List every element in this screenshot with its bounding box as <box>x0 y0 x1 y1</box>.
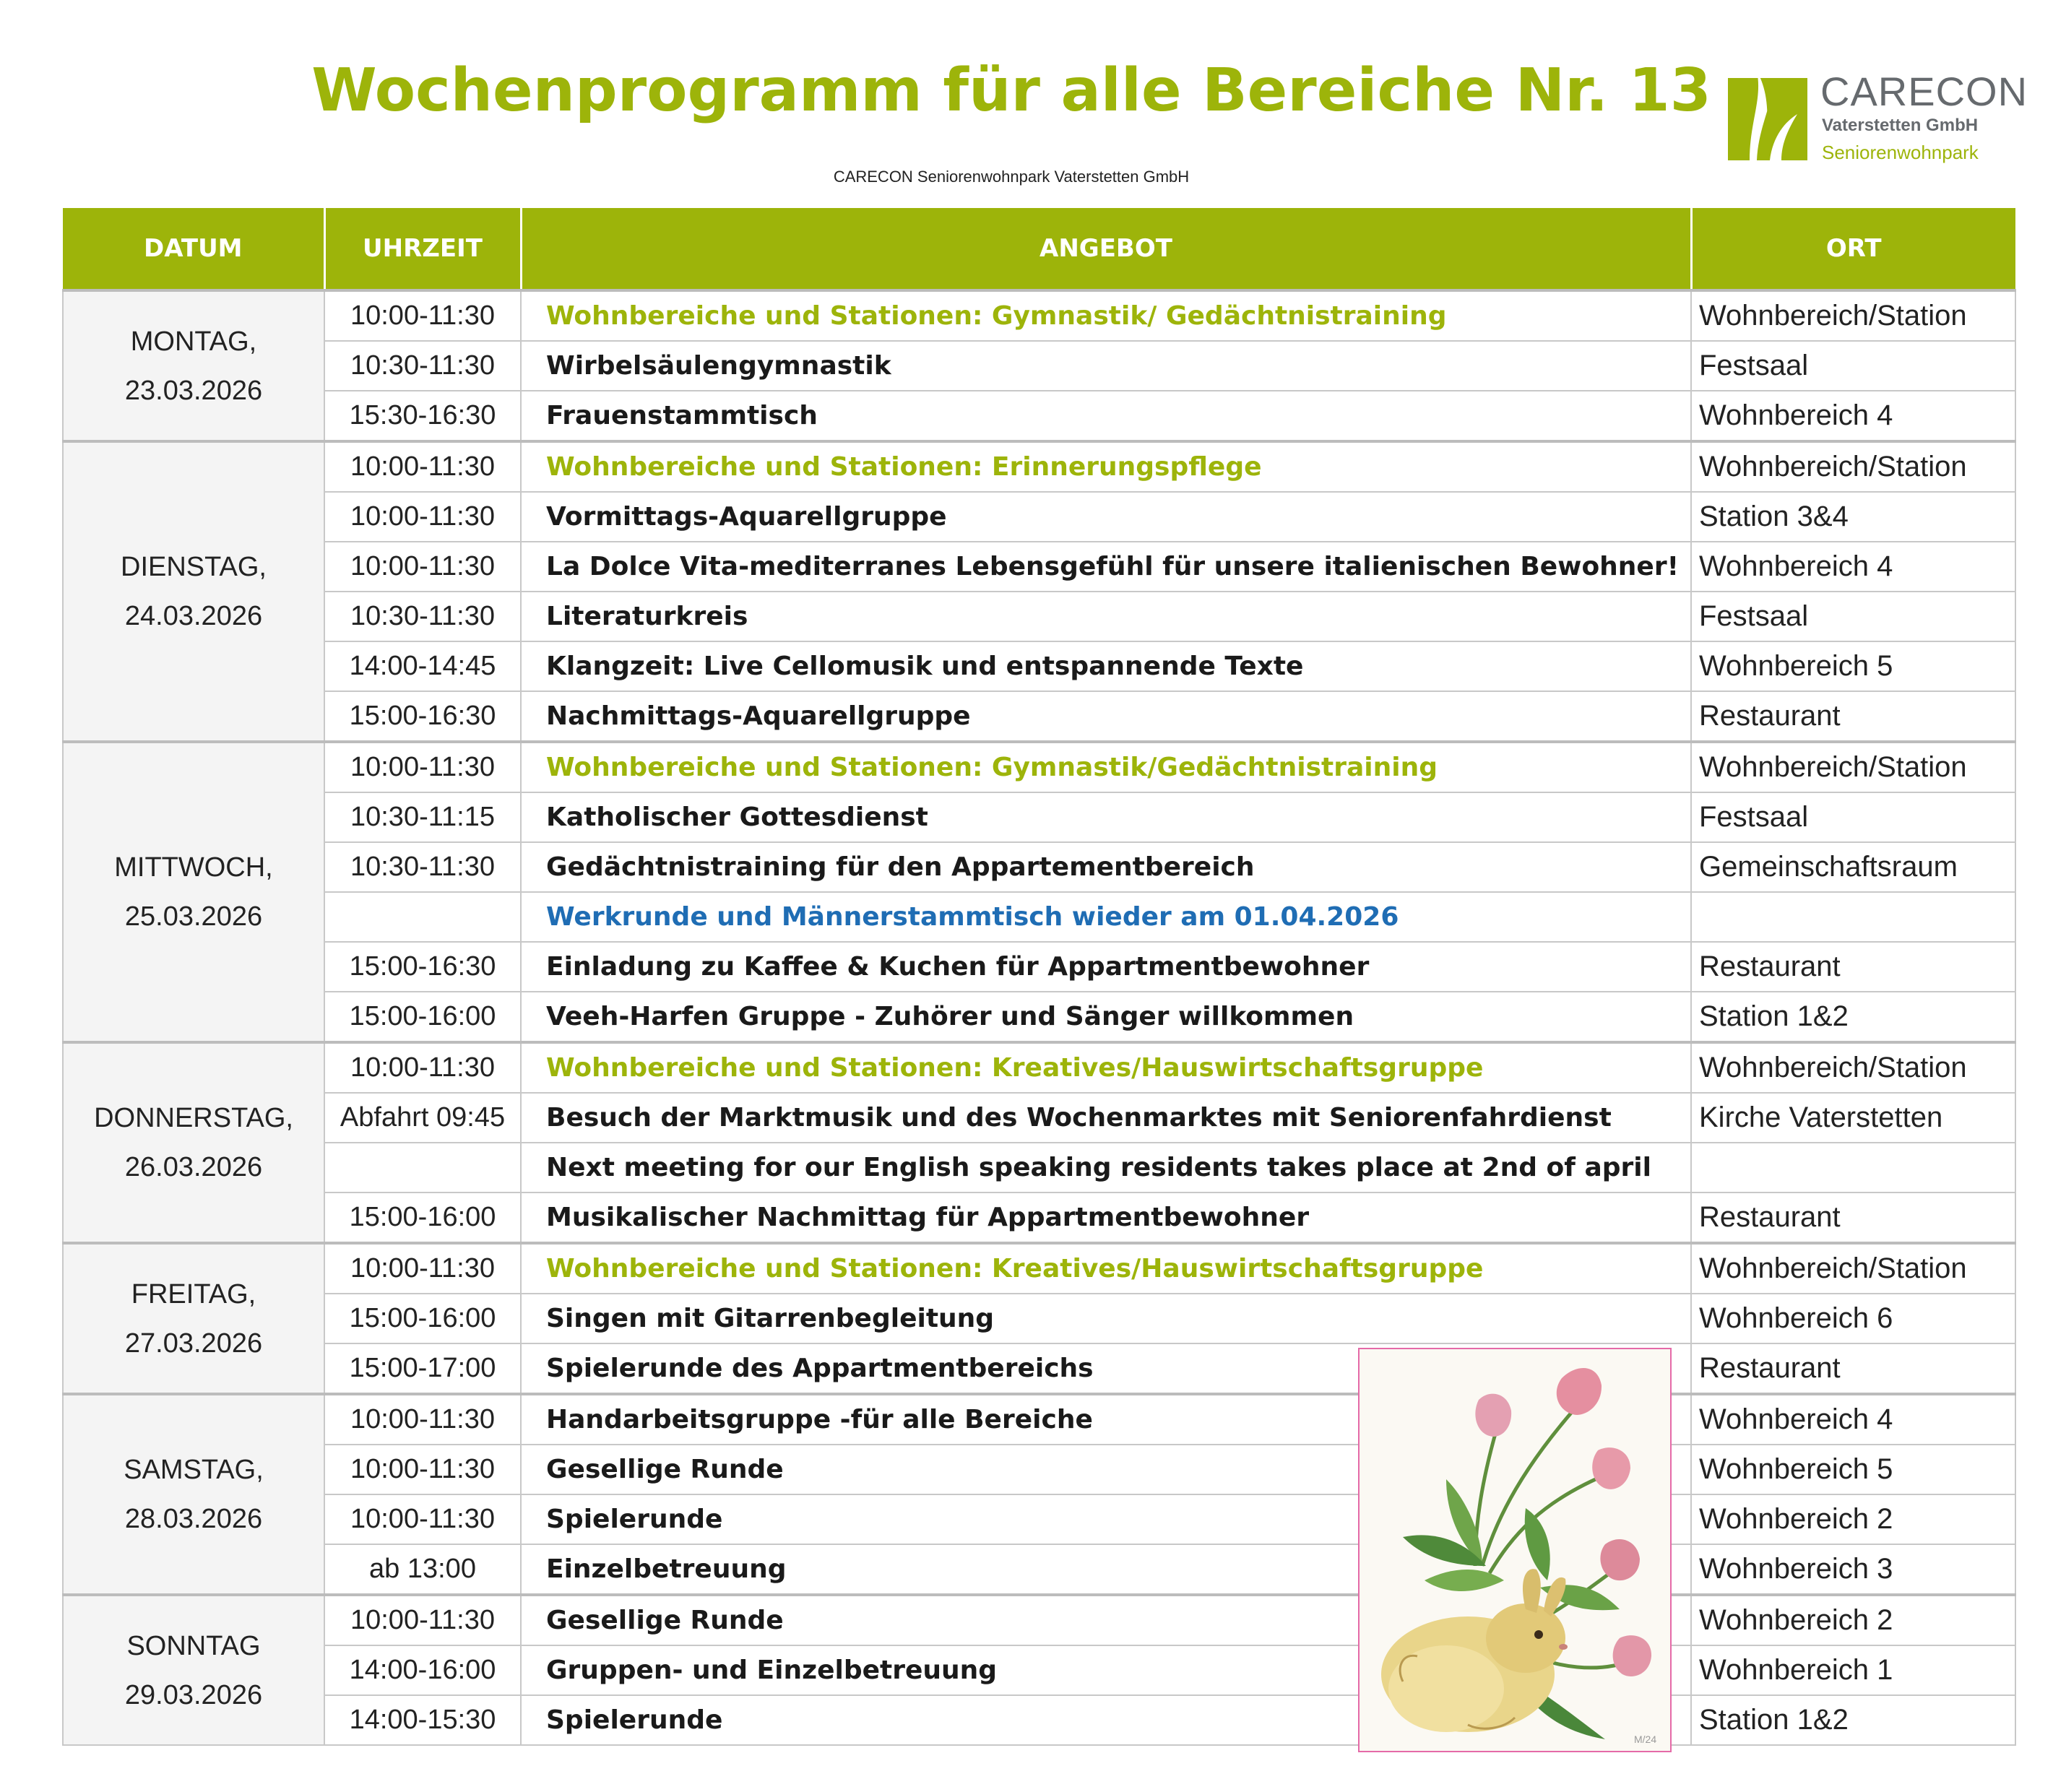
place-cell: Station 1&2 <box>1691 1695 2015 1745</box>
place-cell: Wohnbereich/Station <box>1691 441 2015 492</box>
offer-cell: La Dolce Vita-mediterranes Lebensgefühl für unsere italienischen Bewohner! <box>521 542 1691 592</box>
table-row <box>63 391 2015 441</box>
table-row <box>63 592 2015 641</box>
place-cell: Wohnbereich 2 <box>1691 1494 2015 1544</box>
table-row <box>63 992 2015 1042</box>
place-cell: Wohnbereich 4 <box>1691 542 2015 592</box>
place-cell <box>1691 1143 2015 1192</box>
time-cell: 15:00-16:30 <box>324 691 521 742</box>
date-label: 24.03.2026 <box>124 601 263 631</box>
place-cell: Wohnbereich 4 <box>1691 391 2015 441</box>
weekday-label: DIENSTAG, <box>121 552 267 582</box>
time-cell: ab 13:00 <box>324 1544 521 1595</box>
time-cell: 14:00-14:45 <box>324 641 521 691</box>
time-cell: 10:00-11:30 <box>324 1394 521 1445</box>
logo-name: CARECON <box>1820 69 2028 114</box>
place-cell: Station 1&2 <box>1691 992 2015 1042</box>
place-cell: Wohnbereich 6 <box>1691 1294 2015 1343</box>
time-cell: Abfahrt 09:45 <box>324 1093 521 1143</box>
date-cell <box>63 290 324 441</box>
date-cell <box>63 441 324 742</box>
date-label: 25.03.2026 <box>124 901 263 932</box>
offer-cell: Wohnbereiche und Stationen: Erinnerungspflege <box>521 441 1691 492</box>
time-cell: 14:00-15:30 <box>324 1695 521 1745</box>
offer-cell: Katholischer Gottesdienst <box>521 792 1691 842</box>
logo-subtitle-park: Seniorenwohnpark <box>1822 142 1979 163</box>
offer-cell: Wohnbereiche und Stationen: Kreatives/Hauswirtschaftsgruppe <box>521 1243 1691 1294</box>
place-cell: Wohnbereich/Station <box>1691 742 2015 792</box>
program-body <box>63 290 2015 1745</box>
place-cell <box>1691 892 2015 942</box>
offer-cell: Gruppen- und Einzelbetreuung <box>521 1645 1691 1695</box>
table-row <box>63 742 2015 792</box>
time-cell: 10:00-11:30 <box>324 441 521 492</box>
table-row <box>63 1093 2015 1143</box>
offer-cell: Next meeting for our English speaking residents takes place at 2nd of april <box>521 1143 1691 1192</box>
date-label: 23.03.2026 <box>124 375 263 406</box>
table-row <box>63 691 2015 742</box>
table-row <box>63 1243 2015 1294</box>
header-uhrzeit: UHRZEIT <box>324 208 521 290</box>
place-cell: Festsaal <box>1691 592 2015 641</box>
offer-cell: Spielerunde <box>521 1695 1691 1745</box>
table-row <box>63 492 2015 542</box>
table-row <box>63 1544 2015 1595</box>
table-row <box>63 1595 2015 1645</box>
time-cell: 10:00-11:30 <box>324 1042 521 1093</box>
table-row <box>63 1445 2015 1494</box>
time-cell <box>324 892 521 942</box>
weekday-label: DONNERSTAG, <box>94 1103 293 1133</box>
offer-cell: Frauenstammtisch <box>521 391 1691 441</box>
table-row <box>63 641 2015 691</box>
offer-cell: Spielerunde des Appartmentbereichs <box>521 1343 1691 1394</box>
date-label: 27.03.2026 <box>124 1328 263 1359</box>
offer-cell: Handarbeitsgruppe -für alle Bereiche <box>521 1394 1691 1445</box>
table-row <box>63 341 2015 391</box>
date-cell <box>63 1394 324 1595</box>
place-cell: Festsaal <box>1691 792 2015 842</box>
time-cell: 10:00-11:30 <box>324 1243 521 1294</box>
time-cell <box>324 1143 521 1192</box>
offer-cell: Veeh-Harfen Gruppe - Zuhörer und Sänger willkommen <box>521 992 1691 1042</box>
date-cell <box>63 742 324 1042</box>
offer-cell: Singen mit Gitarrenbegleitung <box>521 1294 1691 1343</box>
time-cell: 10:30-11:30 <box>324 592 521 641</box>
offer-cell: Besuch der Marktmusik und des Wochenmarktes mit Seniorenfahrdienst <box>521 1093 1691 1143</box>
table-row <box>63 1394 2015 1445</box>
page-title: Wochenprogramm für alle Bereiche Nr. 13 <box>311 56 1711 125</box>
time-cell: 10:00-11:30 <box>324 290 521 341</box>
offer-cell: Gesellige Runde <box>521 1445 1691 1494</box>
offer-cell: Literaturkreis <box>521 592 1691 641</box>
table-row <box>63 542 2015 592</box>
offer-cell: Wirbelsäulengymnastik <box>521 341 1691 391</box>
time-cell: 15:00-16:30 <box>324 942 521 992</box>
carecon-logo <box>1728 43 2028 166</box>
table-row <box>63 290 2015 341</box>
weekday-label: MITTWOCH, <box>114 852 273 883</box>
place-cell: Wohnbereich 4 <box>1691 1394 2015 1445</box>
offer-cell: Musikalischer Nachmittag für Appartmentbewohner <box>521 1192 1691 1243</box>
weekday-label: SONNTAG <box>126 1630 261 1661</box>
offer-cell: Spielerunde <box>521 1494 1691 1544</box>
page-subtitle: CARECON Seniorenwohnpark Vaterstetten GmbH <box>833 168 1190 186</box>
place-cell: Wohnbereich/Station <box>1691 1243 2015 1294</box>
date-cell <box>63 1243 324 1394</box>
logo-subtitle-company: Vaterstetten GmbH <box>1822 116 1979 135</box>
table-row <box>63 1343 2015 1394</box>
header-ort: ORT <box>1691 208 2015 290</box>
offer-cell: Gedächtnistraining für den Appartementbereich <box>521 842 1691 892</box>
time-cell: 10:00-11:30 <box>324 1494 521 1544</box>
place-cell: Gemeinschaftsraum <box>1691 842 2015 892</box>
place-cell: Restaurant <box>1691 1192 2015 1243</box>
time-cell: 15:00-17:00 <box>324 1343 521 1394</box>
offer-cell: Werkrunde und Männerstammtisch wieder am 01.04.2026 <box>521 892 1691 942</box>
offer-cell: Einladung zu Kaffee & Kuchen für Appartmentbewohner <box>521 942 1691 992</box>
table-row <box>63 1645 2015 1695</box>
offer-cell: Klangzeit: Live Cellomusik und entspannende Texte <box>521 641 1691 691</box>
header-datum: DATUM <box>63 208 324 290</box>
place-cell: Festsaal <box>1691 341 2015 391</box>
place-cell: Restaurant <box>1691 691 2015 742</box>
date-label: 29.03.2026 <box>124 1679 263 1710</box>
table-header-row <box>63 208 2015 290</box>
time-cell: 15:00-16:00 <box>324 992 521 1042</box>
table-row <box>63 1192 2015 1243</box>
time-cell: 10:00-11:30 <box>324 1595 521 1645</box>
place-cell: Wohnbereich 1 <box>1691 1645 2015 1695</box>
place-cell: Wohnbereich/Station <box>1691 1042 2015 1093</box>
table-row <box>63 1494 2015 1544</box>
date-label: 26.03.2026 <box>124 1152 263 1182</box>
table-row <box>63 942 2015 992</box>
time-cell: 15:00-16:00 <box>324 1192 521 1243</box>
place-cell: Restaurant <box>1691 942 2015 992</box>
offer-cell: Wohnbereiche und Stationen: Gymnastik/Gedächtnistraining <box>521 742 1691 792</box>
table-row <box>63 892 2015 942</box>
place-cell: Wohnbereich 3 <box>1691 1544 2015 1595</box>
time-cell: 10:00-11:30 <box>324 742 521 792</box>
offer-cell: Gesellige Runde <box>521 1595 1691 1645</box>
time-cell: 10:00-11:30 <box>324 492 521 542</box>
offer-cell: Vormittags-Aquarellgruppe <box>521 492 1691 542</box>
time-cell: 10:30-11:30 <box>324 341 521 391</box>
place-cell: Wohnbereich/Station <box>1691 290 2015 341</box>
easter-bunny-painting <box>1358 1348 1672 1752</box>
place-cell: Restaurant <box>1691 1343 2015 1394</box>
header-angebot: ANGEBOT <box>521 208 1691 290</box>
time-cell: 10:00-11:30 <box>324 542 521 592</box>
time-cell: 15:00-16:00 <box>324 1294 521 1343</box>
place-cell: Wohnbereich 5 <box>1691 641 2015 691</box>
time-cell: 10:00-11:30 <box>324 1445 521 1494</box>
place-cell: Wohnbereich 2 <box>1691 1595 2015 1645</box>
table-row <box>63 1143 2015 1192</box>
offer-cell: Wohnbereiche und Stationen: Kreatives/Hauswirtschaftsgruppe <box>521 1042 1691 1093</box>
date-cell <box>63 1595 324 1745</box>
table-row <box>63 842 2015 892</box>
time-cell: 10:30-11:15 <box>324 792 521 842</box>
place-cell: Wohnbereich 5 <box>1691 1445 2015 1494</box>
place-cell: Station 3&4 <box>1691 492 2015 542</box>
date-label: 28.03.2026 <box>124 1504 263 1534</box>
weekday-label: SAMSTAG, <box>124 1455 264 1485</box>
time-cell: 10:30-11:30 <box>324 842 521 892</box>
table-row <box>63 1294 2015 1343</box>
weekly-program-table <box>62 208 2016 1746</box>
time-cell: 15:30-16:30 <box>324 391 521 441</box>
offer-cell: Wohnbereiche und Stationen: Gymnastik/ Gedächtnistraining <box>521 290 1691 341</box>
date-cell <box>63 1042 324 1243</box>
weekday-label: FREITAG, <box>131 1278 256 1310</box>
bunny-tulips-illustration <box>1360 1349 1670 1751</box>
table-row <box>63 441 2015 492</box>
offer-cell: Nachmittags-Aquarellgruppe <box>521 691 1691 742</box>
time-cell: 14:00-16:00 <box>324 1645 521 1695</box>
table-row <box>63 1042 2015 1093</box>
place-cell: Kirche Vaterstetten <box>1691 1093 2015 1143</box>
offer-cell: Einzelbetreuung <box>521 1544 1691 1595</box>
weekday-label: MONTAG, <box>130 326 257 357</box>
carecon-leaf-icon <box>1728 71 1807 160</box>
svg-text:M/24: M/24 <box>1634 1733 1657 1745</box>
table-row <box>63 792 2015 842</box>
table-row <box>63 1695 2015 1745</box>
